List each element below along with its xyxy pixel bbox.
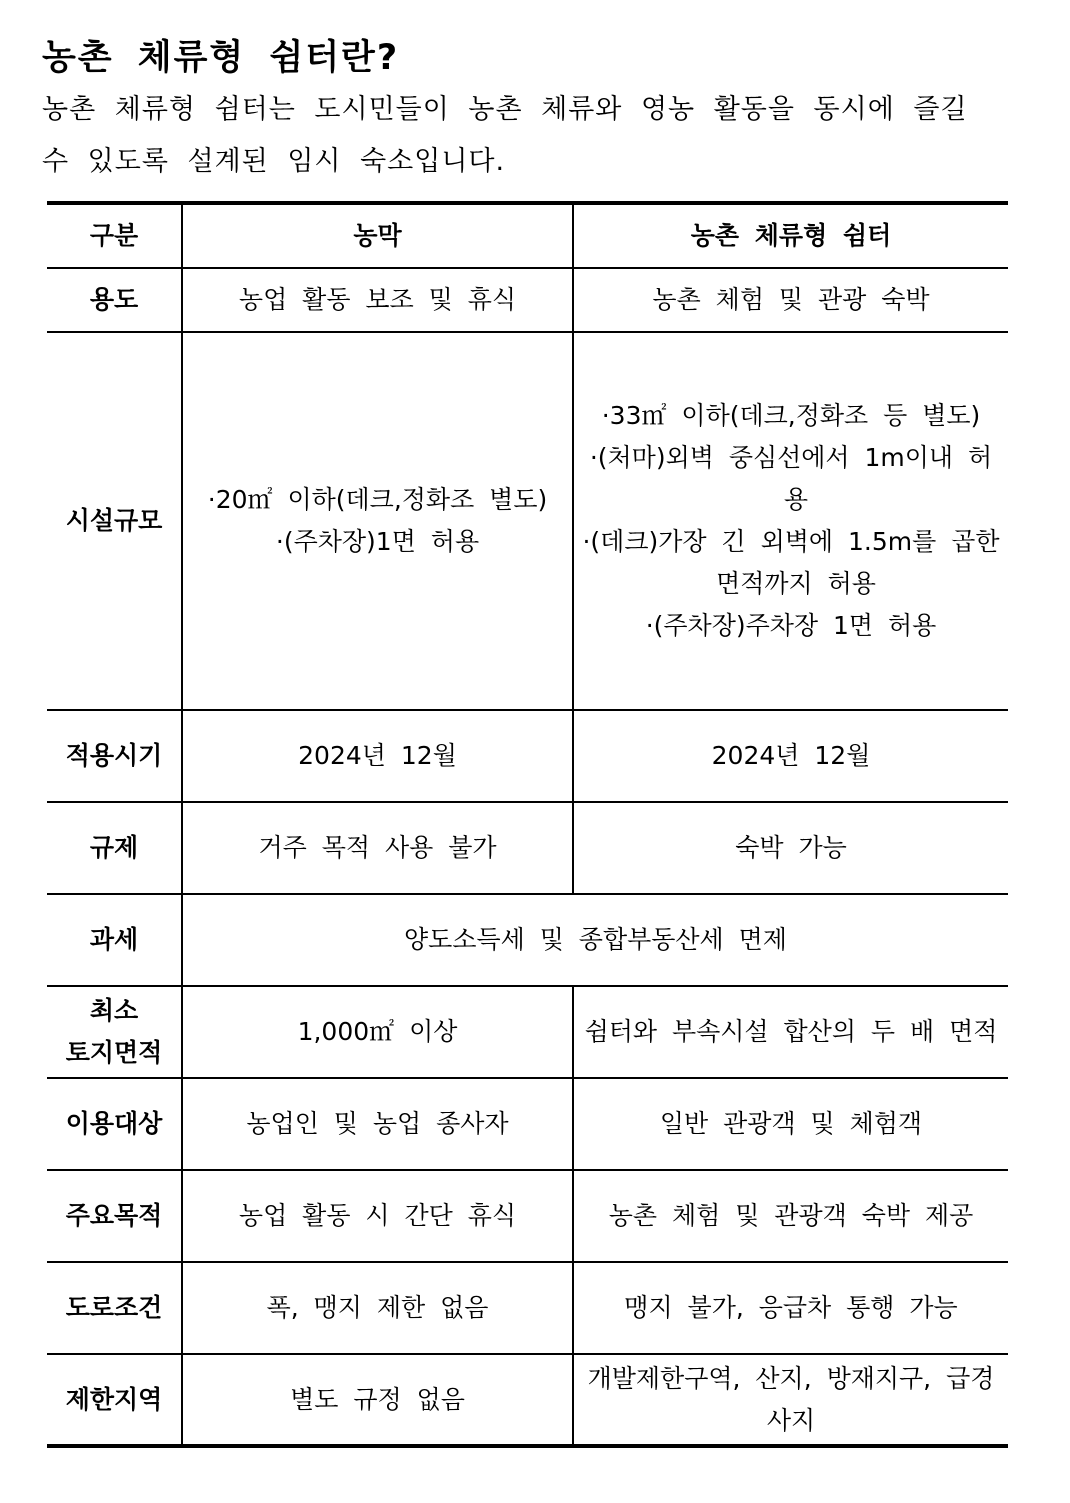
intro-text: 농촌 체류형 쉼터는 도시민들이 농촌 체류와 영농 활동을 동시에 즐길 수 있도록 설계된 임시 숙소입니다. [42,94,968,177]
cell-farm-hut-min-land: 1,000㎡ 이상 [182,986,573,1078]
table-row [47,268,1008,332]
table-row [47,710,1008,802]
cell-farm-hut-restricted-areas: 별도 규정 없음 [182,1354,573,1446]
cell-farm-hut-regulation: 거주 목적 사용 불가 [182,802,573,894]
row-label-facility-size: 시설규모 [47,332,182,710]
cell-shelter-road-conditions: 맹지 불가, 응급차 통행 가능 [573,1262,1008,1354]
table-row [47,802,1008,894]
list-item: ·33㎡ 이하(데크,정화조 등 별도) [601,401,981,430]
table-row [47,332,1008,710]
cell-farm-hut-road-conditions: 폭, 맹지 제한 없음 [182,1262,573,1354]
row-label-min-land-line1: 최소 [89,996,139,1025]
row-label-restricted-areas: 제한지역 [47,1354,182,1446]
header-category: 구분 [47,203,182,268]
row-label-main-purpose: 주요목적 [47,1170,182,1262]
cell-farm-hut-facility-size [182,332,573,710]
page-title: 농촌 체류형 쉼터란? [42,38,400,78]
header-shelter: 농촌 체류형 쉼터 [573,203,1008,268]
list-item: ·(주차장)1면 허용 [275,527,480,556]
row-label-min-land-line2: 토지면적 [65,1038,163,1067]
cell-shelter-restricted-areas: 개발제한구역, 산지, 방재지구, 급경사지 [573,1354,1008,1446]
cell-shelter-min-land: 쉼터와 부속시설 합산의 두 배 면적 [573,986,1008,1078]
table-row [47,1078,1008,1170]
list-item: ·20㎡ 이하(데크,정화조 별도) [207,485,548,514]
comparison-table [47,201,1008,1448]
table-row [47,1354,1008,1446]
table-row [47,894,1008,986]
table-row [47,1170,1008,1262]
cell-taxation: 양도소득세 및 종합부동산세 면제 [182,894,1008,986]
cell-shelter-effective-date: 2024년 12월 [573,710,1008,802]
table-row [47,1262,1008,1354]
row-label-usage: 용도 [47,268,182,332]
cell-farm-hut-main-purpose: 농업 활동 시 간단 휴식 [182,1170,573,1262]
row-label-users: 이용대상 [47,1078,182,1170]
table-header-row [47,203,1008,268]
table-row [47,986,1008,1078]
cell-shelter-users: 일반 관광객 및 체험객 [573,1078,1008,1170]
row-label-min-land [47,986,182,1078]
cell-shelter-main-purpose: 농촌 체험 및 관광객 숙박 제공 [573,1170,1008,1262]
cell-farm-hut-effective-date: 2024년 12월 [182,710,573,802]
cell-shelter-usage: 농촌 체험 및 관광 숙박 [573,268,1008,332]
header-farm-hut: 농막 [182,203,573,268]
cell-farm-hut-usage: 농업 활동 보조 및 휴식 [182,268,573,332]
cell-shelter-facility-size [573,332,1008,710]
list-item: ·(처마)외벽 중심선에서 1m이내 허용 [589,443,993,514]
row-label-regulation: 규제 [47,802,182,894]
list-item: ·(데크)가장 긴 외벽에 1.5m를 곱한 면적까지 허용 [582,527,1000,598]
list-item: ·(주차장)주차장 1면 허용 [645,611,937,640]
cell-shelter-regulation: 숙박 가능 [573,802,1008,894]
row-label-effective-date: 적용시기 [47,710,182,802]
row-label-taxation: 과세 [47,894,182,986]
row-label-road-conditions: 도로조건 [47,1262,182,1354]
cell-farm-hut-users: 농업인 및 농업 종사자 [182,1078,573,1170]
